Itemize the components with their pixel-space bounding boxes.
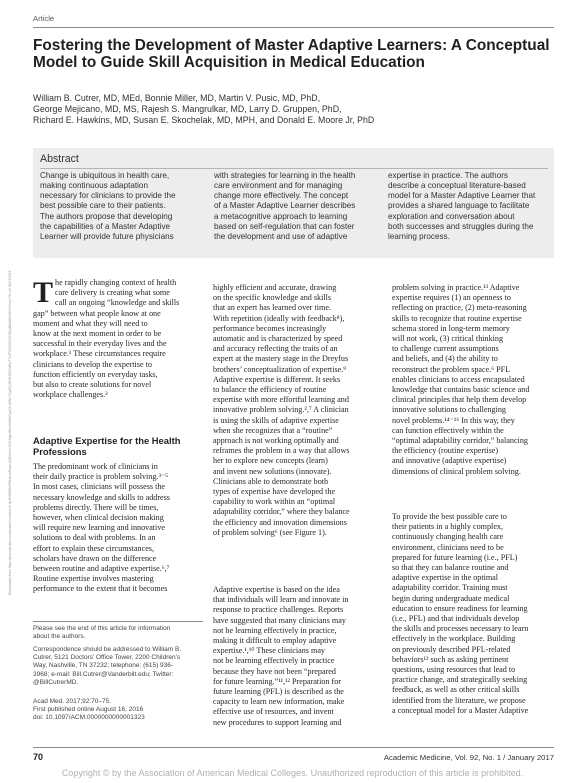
drop-cap: T [33,276,54,309]
author-line: William B. Cutrer, MD, MEd, Bonnie Miller, MD, Martin V. Pusic, MD, PhD, [33,93,321,103]
copyright-notice: Copyright © by the Association of American Medical Colleges. Unauthorized reproduction of this article is prohibited. [61,768,524,778]
body-column-3-p1: problem solving in practice.¹³ Adaptive expertise requires (1) an openness to reflecting on practice, (2) meta-reasoning skills to recognize that routine expertise schema stored in long-term memory will not work, (3) critical thinking to challenge current assumptions and beliefs, and (4) the ability to reconstruct the problem space.⁶ PFL enables clinicians to access encapsulated knowledge that contains basic science and clinical principles that help them develop innovative solutions to challenging novel problems.¹⁴⁻¹⁶ In this way, they can function effectively within the “optimal adaptability corridor,” balancing the efficiency (routine expertise) and innovative (adaptive expertise) dimensions of clinical problem solving. [392,283,530,476]
citation-info: Acad Med. 2017;92:70–75. First published online August 16, 2016 doi: 10.1097/ACM.0000000000001323 [33,698,145,722]
abstract-column-2: with strategies for learning in the health care environment and for managing change more effectively. The concept of a Master Adaptive Learner describes a metacognitive approach to learning based on self-regulation that can foster the development and use of adaptive [214,171,356,241]
download-notice [5,175,15,595]
article-title: Fostering the Development of Master Adaptive Learners: A Conceptual Model to Guide Skill Acquisition in Medical Education [33,37,550,71]
author-line: George Mejicano, MD, MS, Rajesh S. Mangrulkar, MD, Larry D. Gruppen, PhD, [33,104,342,114]
journal-reference: Academic Medicine, Vol. 92, No. 1 / January 2017 [383,753,554,762]
body-column-1-intro: T he rapidly changing context of health care delivery is creating what some call an ongoing “knowledge and skills gap” between what people know at one moment and what they will need to know at the next moment in order to be successful in their everyday lives and the workplace.¹ These circumstances require clinicians to develop the expertise to function efficiently on everyday tasks, but also to create solutions for novel workplace challenges.² [33,276,180,400]
body-column-1-section: The predominant work of clinicians in their daily practice is problem solving.³⁻⁵ In most cases, clinicians will possess the necessary knowledge and skills to address problems directly. There will be times, however, when clinical decision making will require new learning and innovative solutions to deal with problems. In an effort to explain these circumstances, scholars have drawn on the difference between routine and adaptive expertise.⁶,⁷ Routine expertise involves mastering performance to the extent that it becomes [33,462,170,594]
page-number: 70 [33,752,44,762]
abstract-heading: Abstract [40,153,79,165]
abstract-column-1: Change is ubiquitous in health care, making continuous adaptation necessary for clinicians to provide the best possible care to their patients. The authors propose that developing the capabilities of a Master Adaptive Learner will provide future physicians [40,171,176,241]
section-heading: Adaptive Expertise for the Health Professions [33,435,181,457]
body-column-2-p2: Adaptive expertise is based on the idea that individuals will learn and innovate in response to practice challenges. Reports have suggested that many clinicians may not be learning effectively in practice, making it difficult to employ adaptive expertise.¹,¹⁰ These clinicians may not be learning effectively in practice because they have not been “prepared for future learning.”¹¹,¹² Preparation for future learning (PFL) is described as the capacity to learn new information, make effective use of resources, and invent new procedures to support learning and [213,585,349,727]
footer-divider [33,747,554,748]
body-column-2-p1: highly efficient and accurate, drawing on the specific knowledge and skills that an expert has learned over time. With repetition (ideally with feedback⁸), performance becomes increasingly automatic and is characterized by speed and accuracy reflecting the traits of an expert at the mastery stage in the Dreyfus brothers’ conceptualization of expertise.⁹ Adaptive expertise is different. It seeks to balance the efficiency of routine expertise with more effortful learning and innovative problem solving.²,⁷ A clinician is using the skills of adaptive expertise when she recognizes that a “routine” approach is not working optimally and reframes the problem in a way that allows her to explore new concepts (learn) and invent new solutions (innovate). Clinicians able to demonstrate both types of expertise have developed the capability to work within an “optimal adaptability corridor,” where they balance the efficiency and innovation dimensions of problem solving⁶ (see Figure 1). [213,283,350,537]
footnote-divider [33,621,203,622]
article-type-label: Article [33,14,55,23]
download-notice-text: Downloaded from https://journals.lww.com/academicmedicine by BhDMf5ePHKav1zEoum1tQfN4a+kJLhEZgbsIHo4XMi0hCywCX1AWnYQp/IlQrHD3i3D0OdRyi7TvSFl4Cf3VC4/OAVpDDa8KKGKV0Ymy+78= on 08/13/2018 [8,270,12,595]
author-info-note: Please see the end of this article for information about the authors. [33,625,171,641]
abstract-divider [40,168,548,169]
body-column-3-p2: To provide the best possible care to their patients in a highly complex, continuously changing health care environment, clinicians need to be prepared for future learning (i.e., PFL) so that they can balance routine and adaptive expertise in the optimal adaptability corridor. Training must begin during undergraduate medical education to ensure readiness for learning (i.e., PFL) and that individuals develop the skills and processes necessary to learn effectively in the workplace. Building on previously described PFL-related behaviors¹² such as asking pertinent questions, using resources that lead to practice change, and strategically seeking feedback, as well as other critical skills identified from the literature, we propose a conceptual model for a Master Adaptive [392,512,529,715]
author-line: Richard E. Hawkins, MD, Susan E. Skochelak, MD, MPH, and Donald E. Moore Jr, PhD [33,115,375,125]
correspondence-note: Correspondence should be addressed to William B. Cutrer, 5121 Doctors’ Office Tower, 2200 Children’s Way, Nashville, TN 37232; telephone: (615) 936- 3968; e-mail: Bill.Cutrer@Vanderbilt.edu; Twitter: @BillCutrerMD. [33,646,182,686]
abstract-column-3: expertise in practice. The authors describe a conceptual literature-based model for a Master Adaptive Learner that provides a shared language to facilitate exploration and conversation about both successes and struggles during the learning process. [388,171,536,241]
header-divider [33,27,554,28]
